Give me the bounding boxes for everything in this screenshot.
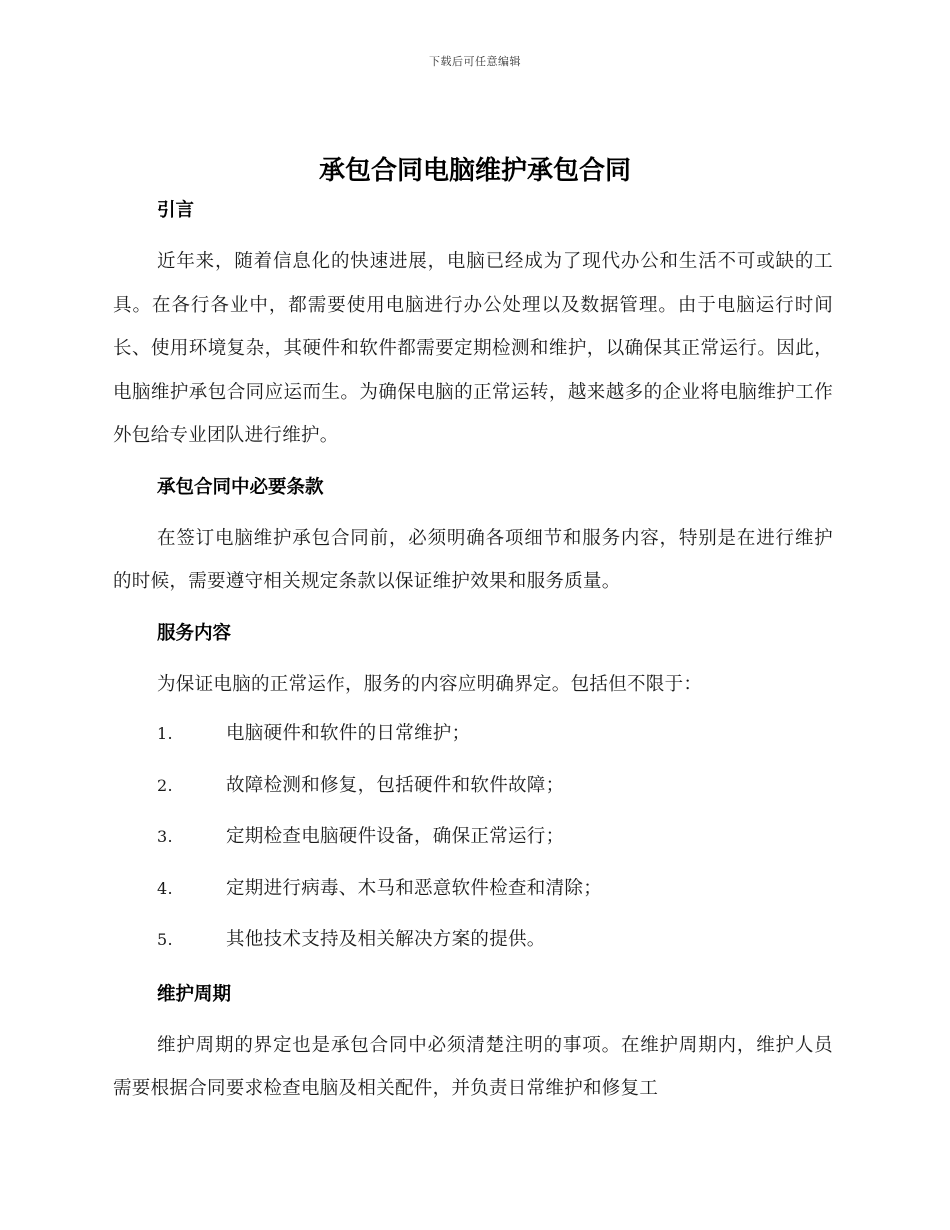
section-heading-services: 服务内容 [157,622,232,644]
header-note: 下载后可任意编辑 [429,55,521,68]
section-heading-terms: 承包合同中必要条款 [157,476,324,498]
list-item-text: 定期检查电脑硬件设备，确保正常运行； [226,826,565,847]
list-item-number: 3. [157,827,173,846]
list-item [113,773,833,825]
section-heading-intro: 引言 [157,200,195,221]
list-item [113,721,833,773]
list-item-text: 其他技术支持及相关解决方案的提供。 [226,929,546,950]
period-paragraph: 维护周期的界定也是承包合同中必须清楚注明的事项。在维护周期内，维护人员需要根据合同要求检查电脑及相关配件，并负责日常维护和修复工 [113,1034,833,1099]
document-body [113,190,833,1111]
list-item-number: 2. [157,775,173,795]
services-list [113,721,833,979]
list-item-number: 4. [157,878,173,898]
list-item [113,824,833,876]
list-item [113,876,833,928]
intro-paragraph: 近年来，随着信息化的快速进展，电脑已经成为了现代办公和生活不可或缺的工具。在各行各业中，都需要使用电脑进行办公处理以及数据管理。由于电脑运行时间长、使用环境复杂，其硬件和软件都需要定期检测和维护，以确保其正常运行。因此，电脑维护承包合同应运而生。为确保电脑的正常运转，越来越多的企业将电脑维护工作外包给专业团队进行维护。 [113,251,833,446]
list-item-number: 5. [157,930,173,949]
list-item-text: 定期进行病毒、木马和恶意软件检查和清除； [226,877,603,899]
list-item-number: 1. [157,724,173,743]
list-item [113,927,833,979]
services-intro: 为保证电脑的正常运作，服务的内容应明确界定。包括但不限于： [157,673,703,695]
list-item-text: 电脑硬件和软件的日常维护； [226,723,471,744]
section-heading-period: 维护周期 [157,983,232,1005]
terms-paragraph: 在签订电脑维护承包合同前，必须明确各项细节和服务内容，特别是在进行维护的时候，需要遵守相关规定条款以保证维护效果和服务质量。 [113,527,833,592]
document-title: 承包合同电脑维护承包合同 [318,156,631,186]
list-item-text: 故障检测和修复，包括硬件和软件故障； [226,774,565,796]
